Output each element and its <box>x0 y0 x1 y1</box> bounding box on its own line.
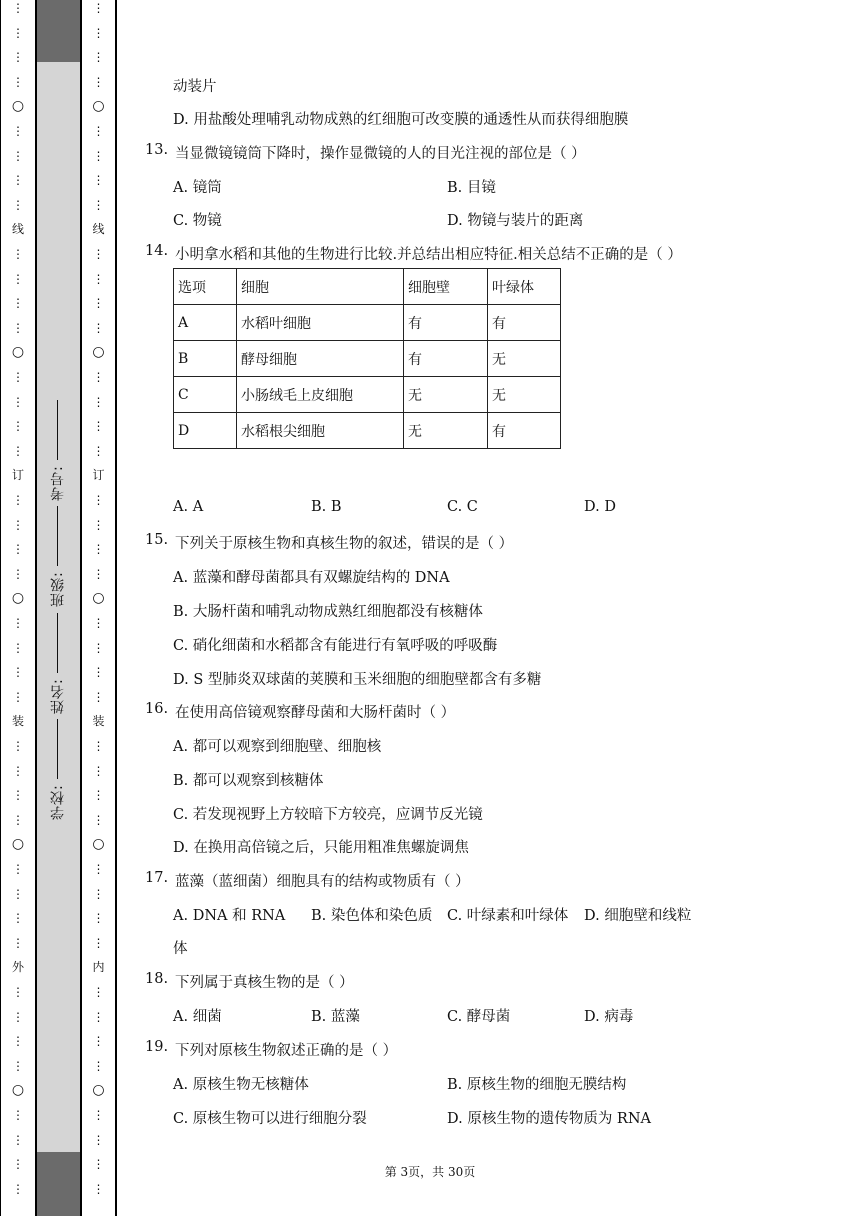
q12-option-d: D. 用盐酸处理哺乳动物成熟的红细胞可改变膜的通透性从而获得细胞膜 <box>173 112 629 128</box>
inner-dots: ⋮ <box>92 616 105 630</box>
school-label: 学校: <box>50 784 66 820</box>
outer-binding-label: 装 <box>11 714 24 728</box>
inner-dots: ⋮ <box>92 542 105 556</box>
q15-option-d: D. S 型肺炎双球菌的荚膜和玉米细胞的细胞壁都含有多糖 <box>173 672 542 688</box>
table-cell: 无 <box>488 377 561 413</box>
outer-dots: ⋮ <box>12 272 24 286</box>
outer-dots: ⋮ <box>12 985 24 999</box>
inner-dots: ⋮ <box>92 149 105 163</box>
q16-option-b: B. 都可以观察到核糖体 <box>173 773 324 789</box>
inner-dots: ⋮ <box>92 75 105 89</box>
inner-dots: ⋮ <box>92 1034 105 1048</box>
table-header-row <box>174 269 561 305</box>
inner-dots: ⋮ <box>92 26 105 40</box>
outer-dots: ⋮ <box>12 641 24 655</box>
outer-dots: ⋮ <box>12 419 24 433</box>
inner-dots: ⋮ <box>92 1010 105 1024</box>
q15-number: 15. <box>145 532 169 548</box>
q19-option-d: D. 原核生物的遗传物质为 RNA <box>447 1111 652 1127</box>
inner-dots: ⋮ <box>92 665 105 679</box>
q19-stem: 下列对原核生物叙述正确的是（ ） <box>175 1043 398 1059</box>
table-header-cell: 细胞壁 <box>404 269 488 305</box>
q18-option-a: A. 细菌 <box>173 1009 222 1025</box>
inner-dots: ⋮ <box>92 124 105 138</box>
inner-circle-mark: ○ <box>92 344 105 360</box>
table-cell: D <box>174 413 237 449</box>
inner-dots: ⋮ <box>92 272 105 286</box>
inner-binding-column <box>80 0 117 1216</box>
outer-dots: ⋮ <box>12 1108 24 1122</box>
outer-dots: ⋮ <box>12 518 24 532</box>
top-dark-block <box>37 0 80 62</box>
school-blank <box>58 719 59 779</box>
inner-dots: ⋮ <box>92 1108 105 1122</box>
q15-option-b: B. 大肠杆菌和哺乳动物成熟红细胞都没有核糖体 <box>173 604 483 620</box>
outer-dots: ⋮ <box>12 296 24 310</box>
table-row <box>174 341 561 377</box>
q16-stem: 在使用高倍镜观察酵母菌和大肠杆菌时（ ） <box>175 705 456 721</box>
outer-dots: ⋮ <box>12 75 24 89</box>
outer-dots: ⋮ <box>12 739 24 753</box>
q13-option-b: B. 目镜 <box>447 180 496 196</box>
outer-circle-mark: ○ <box>11 98 25 114</box>
inner-dots: ⋮ <box>92 395 105 409</box>
q19-option-b: B. 原核生物的细胞无膜结构 <box>447 1077 627 1093</box>
inner-dots: ⋮ <box>92 518 105 532</box>
outer-dots: ⋮ <box>12 887 24 901</box>
outer-dots: ⋮ <box>12 50 24 64</box>
q17-option-a: A. DNA 和 RNA <box>173 908 286 924</box>
inner-circle-mark: ○ <box>92 98 105 114</box>
outer-dots: ⋮ <box>12 567 24 581</box>
inner-dots: ⋮ <box>92 1 105 15</box>
page-footer: 第 3页，共 30页 <box>384 1165 476 1179</box>
inner-dots: ⋮ <box>92 813 105 827</box>
table-cell: 水稻根尖细胞 <box>237 413 404 449</box>
inner-dots: ⋮ <box>92 911 105 925</box>
inner-dots: ⋮ <box>92 1182 105 1196</box>
inner-dots: ⋮ <box>92 862 105 876</box>
outer-dots: ⋮ <box>12 370 24 384</box>
inner-dots: ⋮ <box>92 247 105 261</box>
outer-binding-label: 订 <box>11 468 24 482</box>
inner-circle-mark: ○ <box>92 1082 105 1098</box>
class-label: 班级: <box>50 571 66 608</box>
q14-option-c: C. C <box>447 499 478 515</box>
outer-dots: ⋮ <box>12 616 24 630</box>
class-blank <box>58 506 59 566</box>
q19-option-c: C. 原核生物可以进行细胞分裂 <box>173 1111 367 1127</box>
outer-binding-label: 线 <box>11 222 24 236</box>
q12-continuation: 动装片 <box>173 79 217 95</box>
table-cell: 无 <box>488 341 561 377</box>
inner-binding-label: 装 <box>92 714 105 728</box>
inner-dots: ⋮ <box>92 173 105 187</box>
outer-binding-column <box>0 0 37 1216</box>
outer-dots: ⋮ <box>12 1 24 15</box>
table-row <box>174 305 561 341</box>
outer-dots: ⋮ <box>12 321 24 335</box>
q15-option-c: C. 硝化细菌和水稻都含有能进行有氧呼吸的呼吸酶 <box>173 638 498 654</box>
outer-dots: ⋮ <box>12 1010 24 1024</box>
table-header-cell: 选项 <box>174 269 237 305</box>
name-blank <box>58 613 59 673</box>
table-cell: 酵母细胞 <box>237 341 404 377</box>
inner-binding-label: 线 <box>92 222 105 236</box>
outer-dots: ⋮ <box>12 862 24 876</box>
outer-dots: ⋮ <box>12 26 24 40</box>
exam-no-label: 考号: <box>50 465 66 502</box>
table-cell: 无 <box>404 377 488 413</box>
outer-circle-mark: ○ <box>11 836 25 852</box>
q19-option-a: A. 原核生物无核糖体 <box>173 1077 309 1093</box>
q14-table <box>173 268 561 449</box>
q17-stem: 蓝藻（蓝细菌）细胞具有的结构或物质有（ ） <box>175 874 470 890</box>
table-cell: 有 <box>404 341 488 377</box>
outer-dots: ⋮ <box>12 764 24 778</box>
table-header-cell: 叶绿体 <box>488 269 561 305</box>
outer-dots: ⋮ <box>12 198 24 212</box>
inner-dots: ⋮ <box>92 887 105 901</box>
inner-circle-mark: ○ <box>92 590 105 606</box>
q14-stem: 小明拿水稻和其他的生物进行比较.并总结出相应特征.相关总结不正确的是（ ） <box>175 247 682 263</box>
inner-dots: ⋮ <box>92 1133 105 1147</box>
outer-dots: ⋮ <box>12 247 24 261</box>
inner-binding-label: 订 <box>92 468 105 482</box>
outer-dots: ⋮ <box>12 1157 24 1171</box>
inner-dots: ⋮ <box>92 788 105 802</box>
q16-option-c: C. 若发现视野上方较暗下方较亮，应调节反光镜 <box>173 807 483 823</box>
outer-dots: ⋮ <box>12 665 24 679</box>
bottom-dark-block <box>37 1152 80 1216</box>
table-cell: 小肠绒毛上皮细胞 <box>237 377 404 413</box>
outer-dots: ⋮ <box>12 542 24 556</box>
outer-circle-mark: ○ <box>11 590 25 606</box>
table-cell: C <box>174 377 237 413</box>
q15-option-a: A. 蓝藻和酵母菌都具有双螺旋结构的 DNA <box>173 570 450 586</box>
outer-dots: ⋮ <box>12 690 24 704</box>
q14-number: 14. <box>145 243 169 259</box>
q13-option-c: C. 物镜 <box>173 213 222 229</box>
table-cell: 有 <box>404 305 488 341</box>
inner-binding-label: 内 <box>92 960 105 974</box>
inner-dots: ⋮ <box>92 641 105 655</box>
inner-dots: ⋮ <box>92 764 105 778</box>
q16-option-a: A. 都可以观察到细胞壁、细胞核 <box>173 739 382 755</box>
outer-dots: ⋮ <box>12 149 24 163</box>
q18-option-b: B. 蓝藻 <box>311 1009 360 1025</box>
table-header-cell: 细胞 <box>237 269 404 305</box>
inner-dots: ⋮ <box>92 370 105 384</box>
inner-dots: ⋮ <box>92 493 105 507</box>
inner-circle-mark: ○ <box>92 836 105 852</box>
q13-option-d: D. 物镜与装片的距离 <box>447 213 584 229</box>
q14-option-d: D. D <box>584 499 616 515</box>
q16-option-d: D. 在换用高倍镜之后，只能用粗准焦螺旋调焦 <box>173 840 469 856</box>
q17-option-d: D. 细胞壁和线粒 <box>584 908 692 924</box>
inner-dots: ⋮ <box>92 690 105 704</box>
q17-number: 17. <box>145 870 169 886</box>
outer-dots: ⋮ <box>12 395 24 409</box>
outer-dots: ⋮ <box>12 813 24 827</box>
table-row <box>174 377 561 413</box>
inner-dots: ⋮ <box>92 419 105 433</box>
name-label: 姓名: <box>50 677 66 714</box>
student-info-fields <box>43 400 73 820</box>
q19-number: 19. <box>145 1039 169 1055</box>
q18-option-c: C. 酵母菌 <box>447 1009 511 1025</box>
q17-option-c: C. 叶绿素和叶绿体 <box>447 908 569 924</box>
inner-dots: ⋮ <box>92 321 105 335</box>
outer-dots: ⋮ <box>12 936 24 950</box>
inner-dots: ⋮ <box>92 567 105 581</box>
q13-stem: 当显微镜镜筒下降时，操作显微镜的人的目光注视的部位是（ ） <box>175 146 586 162</box>
outer-dots: ⋮ <box>12 788 24 802</box>
table-cell: 有 <box>488 305 561 341</box>
table-cell: B <box>174 341 237 377</box>
table-cell: A <box>174 305 237 341</box>
q18-option-d: D. 病毒 <box>584 1009 634 1025</box>
inner-dots: ⋮ <box>92 198 105 212</box>
q14-option-a: A. A <box>173 499 204 515</box>
q17-option-d-continuation: 体 <box>173 941 188 957</box>
table-cell: 无 <box>404 413 488 449</box>
outer-dots: ⋮ <box>12 444 24 458</box>
outer-dots: ⋮ <box>12 911 24 925</box>
exam-no-blank <box>58 400 59 460</box>
inner-dots: ⋮ <box>92 444 105 458</box>
outer-dots: ⋮ <box>12 1034 24 1048</box>
outer-circle-mark: ○ <box>11 1082 25 1098</box>
inner-dots: ⋮ <box>92 1157 105 1171</box>
outer-circle-mark: ○ <box>11 344 25 360</box>
outer-dots: ⋮ <box>12 1133 24 1147</box>
outer-dots: ⋮ <box>12 1182 24 1196</box>
q15-stem: 下列关于原核生物和真核生物的叙述，错误的是（ ） <box>175 536 514 552</box>
q14-option-b: B. B <box>311 499 342 515</box>
q18-number: 18. <box>145 971 169 987</box>
outer-dots: ⋮ <box>12 1059 24 1073</box>
q18-stem: 下列属于真核生物的是（ ） <box>175 975 354 991</box>
q13-option-a: A. 镜筒 <box>173 180 222 196</box>
inner-dots: ⋮ <box>92 1059 105 1073</box>
inner-dots: ⋮ <box>92 936 105 950</box>
table-cell: 有 <box>488 413 561 449</box>
q17-option-b: B. 染色体和染色质 <box>311 908 433 924</box>
table-row <box>174 413 561 449</box>
outer-dots: ⋮ <box>12 124 24 138</box>
q13-number: 13. <box>145 142 169 158</box>
student-info-column <box>37 0 80 1216</box>
outer-binding-label: 外 <box>11 960 24 974</box>
inner-dots: ⋮ <box>92 296 105 310</box>
inner-dots: ⋮ <box>92 985 105 999</box>
q16-number: 16. <box>145 701 169 717</box>
table-cell: 水稻叶细胞 <box>237 305 404 341</box>
outer-dots: ⋮ <box>12 493 24 507</box>
inner-dots: ⋮ <box>92 50 105 64</box>
inner-dots: ⋮ <box>92 739 105 753</box>
outer-dots: ⋮ <box>12 173 24 187</box>
